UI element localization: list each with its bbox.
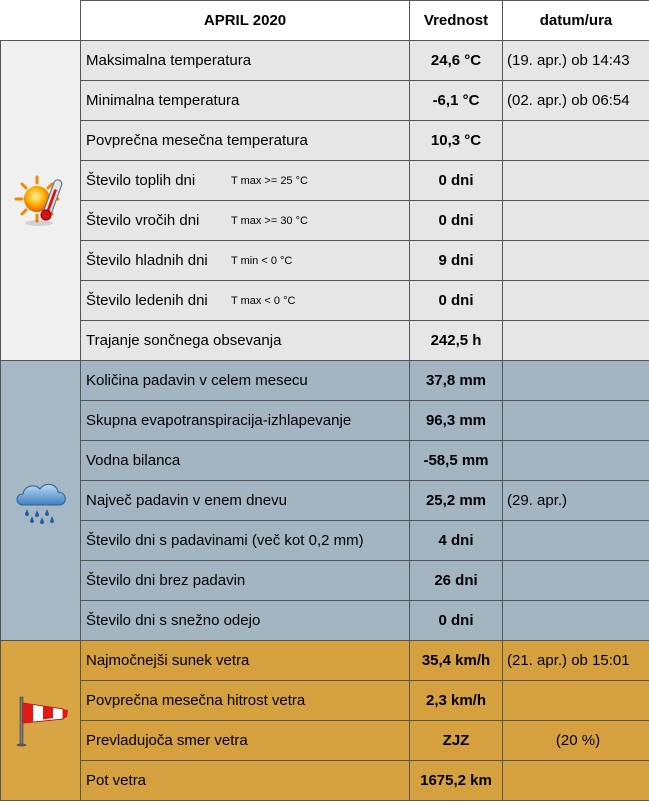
table-row bbox=[1, 161, 649, 201]
sun-thermometer-icon bbox=[1, 173, 80, 229]
month-title: APRIL 2020 bbox=[81, 1, 410, 41]
table-row bbox=[1, 601, 649, 641]
stat-value: 9 dni bbox=[410, 241, 503, 281]
stat-value: 242,5 h bbox=[410, 321, 503, 361]
stat-value: 24,6 °C bbox=[410, 41, 503, 81]
stat-label: Število ledenih dni T max < 0 °C bbox=[81, 281, 410, 321]
table-row bbox=[1, 321, 649, 361]
stat-value: 0 dni bbox=[410, 201, 503, 241]
stat-criteria: T max >= 25 °C bbox=[231, 174, 308, 187]
stat-date bbox=[503, 521, 649, 561]
stat-label: Število vročih dni T max >= 30 °C bbox=[81, 201, 410, 241]
stat-date bbox=[503, 241, 649, 281]
stat-date bbox=[503, 121, 649, 161]
table-row bbox=[1, 521, 649, 561]
date-column-header: datum/ura bbox=[503, 1, 649, 41]
stat-value: 25,2 mm bbox=[410, 481, 503, 521]
stat-value: -58,5 mm bbox=[410, 441, 503, 481]
stat-label: Število toplih dni T max >= 25 °C bbox=[81, 161, 410, 201]
stat-value: 0 dni bbox=[410, 281, 503, 321]
stat-label: Maksimalna temperatura bbox=[81, 41, 410, 81]
stat-label: Pot vetra bbox=[81, 761, 410, 801]
stat-label: Število hladnih dni T min < 0 °C bbox=[81, 241, 410, 281]
value-column-header: Vrednost bbox=[410, 1, 503, 41]
stat-date bbox=[503, 201, 649, 241]
wind-section-icon-cell bbox=[1, 641, 81, 801]
stat-value: 96,3 mm bbox=[410, 401, 503, 441]
header-blank-cell bbox=[1, 1, 81, 41]
table-row bbox=[1, 241, 649, 281]
table-row bbox=[1, 121, 649, 161]
stat-label: Povprečna mesečna hitrost vetra bbox=[81, 681, 410, 721]
table-row bbox=[1, 681, 649, 721]
rain-cloud-icon bbox=[1, 477, 80, 525]
stat-date bbox=[503, 401, 649, 441]
table-row bbox=[1, 761, 649, 801]
table-row bbox=[1, 41, 649, 81]
temperature-section-icon-cell bbox=[1, 41, 81, 361]
table-row bbox=[1, 561, 649, 601]
table-row bbox=[1, 281, 649, 321]
stat-value: 2,3 km/h bbox=[410, 681, 503, 721]
stat-date bbox=[503, 761, 649, 801]
stat-label: Minimalna temperatura bbox=[81, 81, 410, 121]
stat-date: (20 %) bbox=[503, 721, 649, 761]
stat-date: (21. apr.) ob 15:01 bbox=[503, 641, 649, 681]
table-row bbox=[1, 721, 649, 761]
stat-date bbox=[503, 601, 649, 641]
stat-value: ZJZ bbox=[410, 721, 503, 761]
stat-date bbox=[503, 161, 649, 201]
stat-value: 37,8 mm bbox=[410, 361, 503, 401]
stat-label: Največ padavin v enem dnevu bbox=[81, 481, 410, 521]
stat-date bbox=[503, 561, 649, 601]
stat-value: 4 dni bbox=[410, 521, 503, 561]
stat-date bbox=[503, 361, 649, 401]
stat-criteria: T min < 0 °C bbox=[231, 254, 293, 267]
stat-value: 35,4 km/h bbox=[410, 641, 503, 681]
stat-value: 1675,2 km bbox=[410, 761, 503, 801]
windsock-icon bbox=[1, 693, 80, 749]
table-row bbox=[1, 81, 649, 121]
table-row bbox=[1, 481, 649, 521]
stat-criteria: T max < 0 °C bbox=[231, 294, 296, 307]
stat-date: (19. apr.) ob 14:43 bbox=[503, 41, 649, 81]
stat-value: 0 dni bbox=[410, 161, 503, 201]
stat-date bbox=[503, 681, 649, 721]
stat-label: Število dni s snežno odejo bbox=[81, 601, 410, 641]
stat-label: Količina padavin v celem mesecu bbox=[81, 361, 410, 401]
stat-date: (02. apr.) ob 06:54 bbox=[503, 81, 649, 121]
table-row bbox=[1, 361, 649, 401]
precipitation-section-icon-cell bbox=[1, 361, 81, 641]
stat-label: Trajanje sončnega obsevanja bbox=[81, 321, 410, 361]
stat-label: Skupna evapotranspiracija-izhlapevanje bbox=[81, 401, 410, 441]
table-row bbox=[1, 441, 649, 481]
stat-value: 10,3 °C bbox=[410, 121, 503, 161]
header-row bbox=[1, 1, 649, 41]
stat-value: -6,1 °C bbox=[410, 81, 503, 121]
stat-value: 26 dni bbox=[410, 561, 503, 601]
stat-label: Povprečna mesečna temperatura bbox=[81, 121, 410, 161]
stat-criteria: T max >= 30 °C bbox=[231, 214, 308, 227]
stat-date: (29. apr.) bbox=[503, 481, 649, 521]
table-row bbox=[1, 641, 649, 681]
stat-date bbox=[503, 281, 649, 321]
table-row bbox=[1, 401, 649, 441]
stat-label: Vodna bilanca bbox=[81, 441, 410, 481]
stat-value: 0 dni bbox=[410, 601, 503, 641]
stat-label: Število dni brez padavin bbox=[81, 561, 410, 601]
stat-date bbox=[503, 441, 649, 481]
stat-date bbox=[503, 321, 649, 361]
stat-label: Prevladujoča smer vetra bbox=[81, 721, 410, 761]
stat-label: Število dni s padavinami (več kot 0,2 mm) bbox=[81, 521, 410, 561]
stat-label: Najmočnejši sunek vetra bbox=[81, 641, 410, 681]
table-row bbox=[1, 201, 649, 241]
